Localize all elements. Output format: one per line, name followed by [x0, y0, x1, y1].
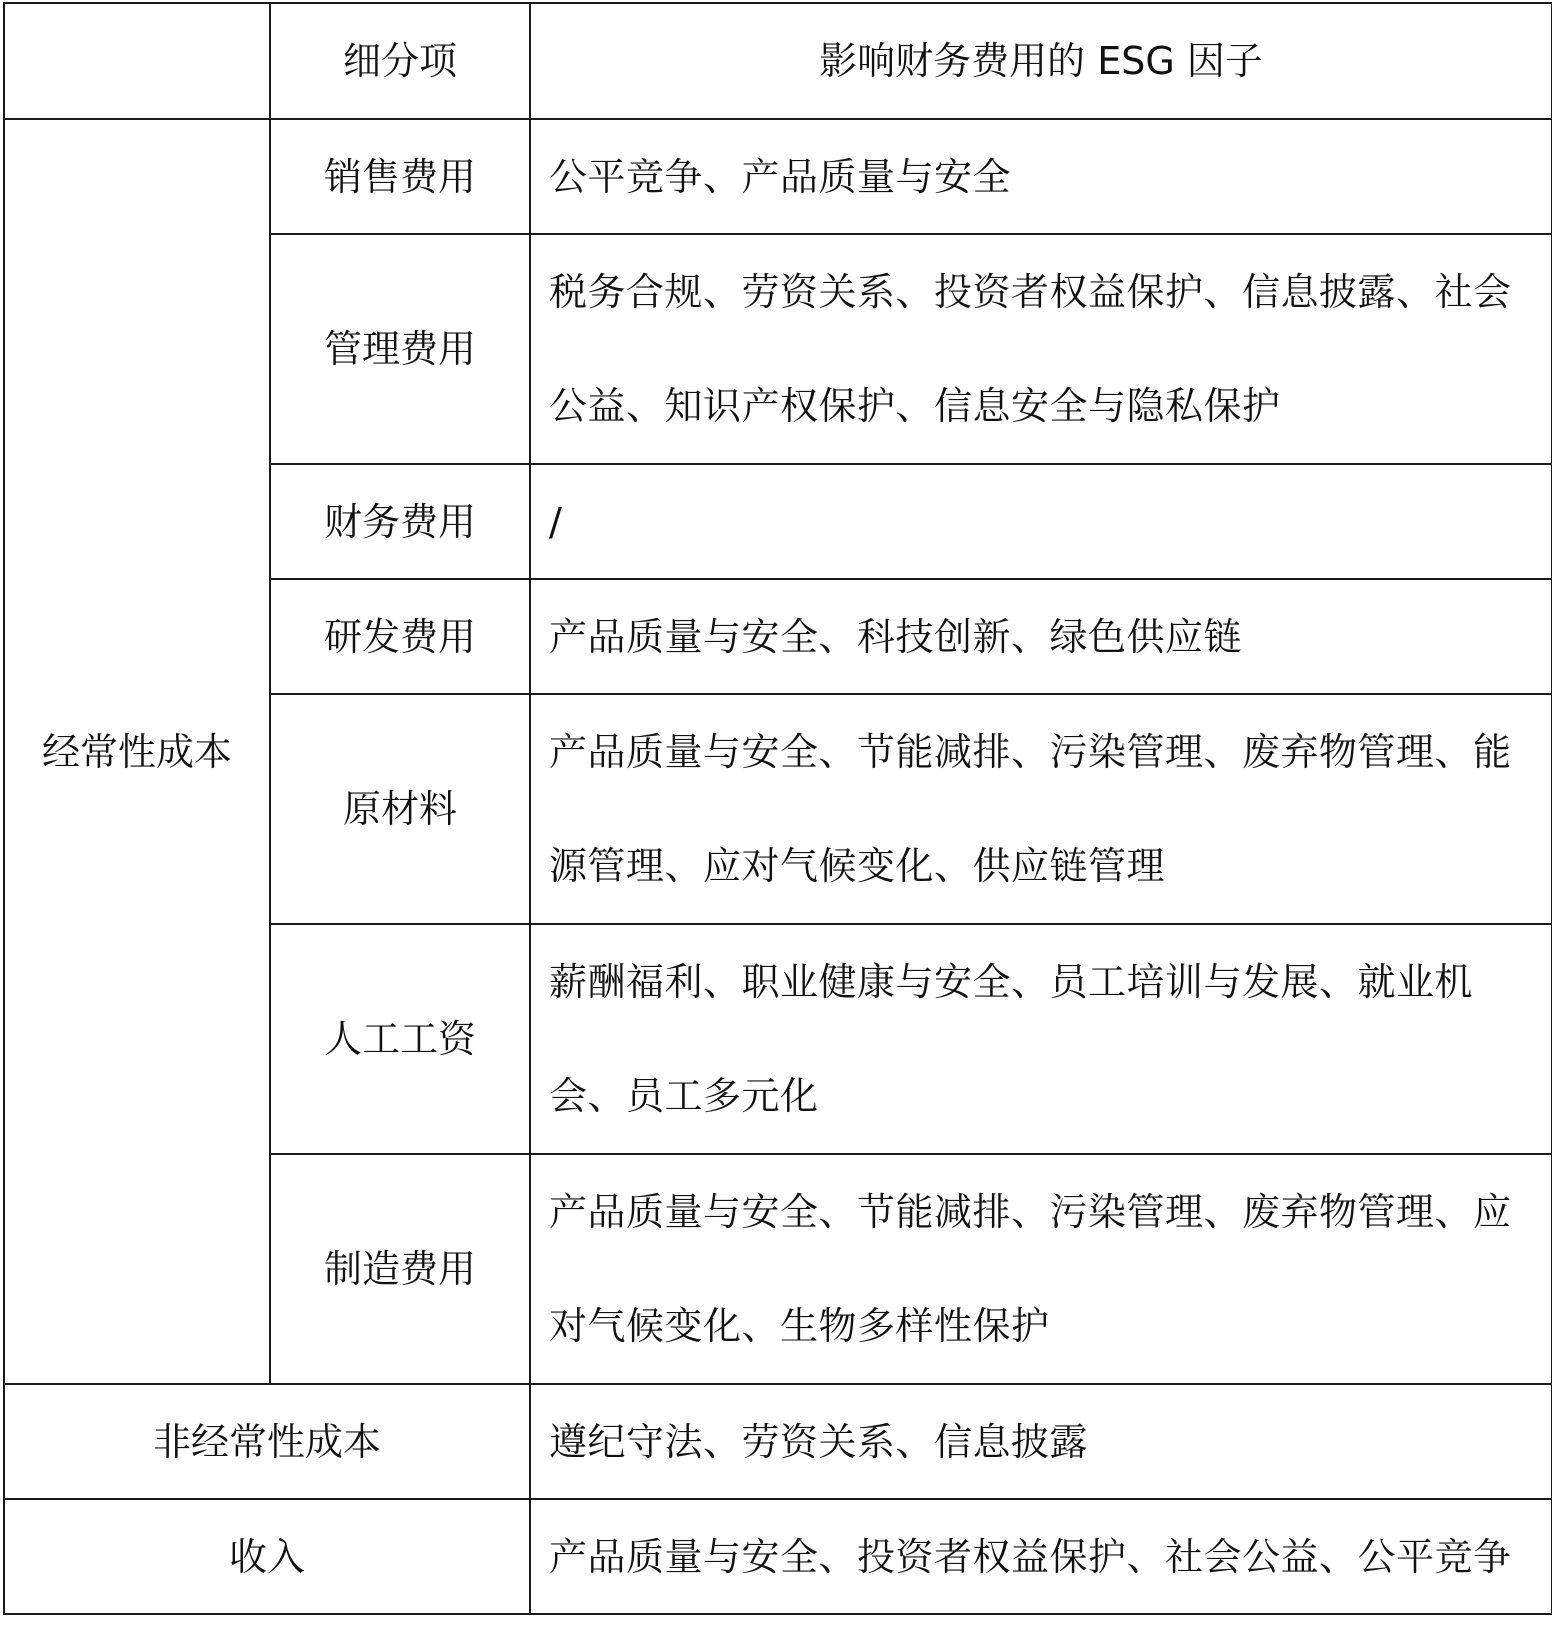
factor-cell: 产品质量与安全、节能减排、污染管理、废弃物管理、应对气候变化、生物多样性保护 [530, 1154, 1552, 1384]
factor-cell: / [530, 464, 1552, 579]
subitem-cell: 研发费用 [270, 579, 530, 694]
group-nonrecurring-cost: 非经常性成本 [4, 1384, 530, 1499]
group-income: 收入 [4, 1499, 530, 1614]
header-row [4, 3, 1552, 119]
factor-cell: 薪酬福利、职业健康与安全、员工培训与发展、就业机会、员工多元化 [530, 924, 1552, 1154]
factor-cell: 遵纪守法、劳资关系、信息披露 [530, 1384, 1552, 1499]
subitem-cell: 管理费用 [270, 234, 530, 464]
table-row [4, 1384, 1552, 1499]
table-row [4, 1499, 1552, 1614]
subitem-cell: 销售费用 [270, 119, 530, 234]
factor-cell: 产品质量与安全、投资者权益保护、社会公益、公平竞争 [530, 1499, 1552, 1614]
header-subitem-cell: 细分项 [270, 3, 530, 119]
subitem-cell: 制造费用 [270, 1154, 530, 1384]
subitem-cell: 财务费用 [270, 464, 530, 579]
header-factors-cell: 影响财务费用的 ESG 因子 [530, 3, 1552, 119]
group-recurring-cost: 经常性成本 [4, 119, 270, 1384]
factor-cell: 产品质量与安全、科技创新、绿色供应链 [530, 579, 1552, 694]
subitem-cell: 原材料 [270, 694, 530, 924]
subitem-cell: 人工工资 [270, 924, 530, 1154]
factor-cell: 产品质量与安全、节能减排、污染管理、废弃物管理、能源管理、应对气候变化、供应链管理 [530, 694, 1552, 924]
esg-factor-table [3, 2, 1552, 1615]
header-corner-cell [4, 3, 270, 119]
factor-cell: 公平竞争、产品质量与安全 [530, 119, 1552, 234]
table-row [4, 119, 1552, 234]
factor-cell: 税务合规、劳资关系、投资者权益保护、信息披露、社会公益、知识产权保护、信息安全与隐私保护 [530, 234, 1552, 464]
